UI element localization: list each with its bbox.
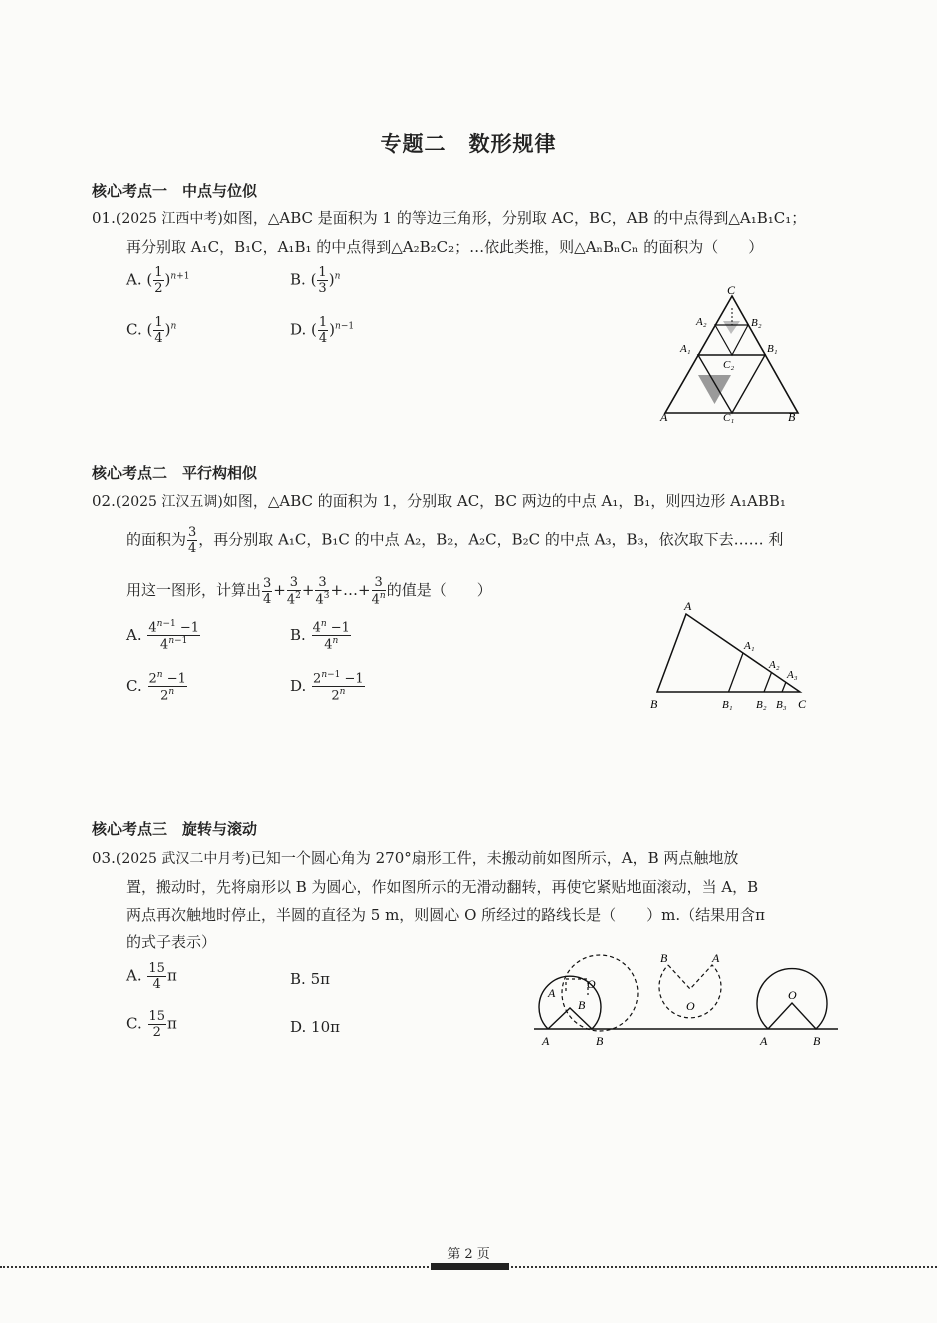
question-text: 已知一个圆心角为 270°扇形工件，未搬动前如图所示，A，B 两点触地放 — [250, 849, 739, 867]
question-text: 如图，△ABC 是面积为 1 的等边三角形，分别取 AC，BC，AB 的中点得到△A₁B₁C₁； — [222, 209, 807, 227]
question-01-line-2: 再分别取 A₁C，B₁C，A₁B₁ 的中点得到△A₂B₂C₂；…依此类推，则△AₙBₙCₙ 的面积为（ ） — [126, 238, 764, 256]
question-03-line-2: 置，搬动时，先将扇形以 B 为圆心，作如图所示的无滑动翻转，再使它紧贴地面滚动，当 A，B — [126, 878, 759, 896]
figure-rolling-sector — [520, 945, 850, 1055]
fraction: $\frac{15}{2}$ — [148, 1009, 166, 1040]
option-value: 10π — [311, 1018, 340, 1036]
dashed-radii — [566, 979, 588, 995]
label-B1: B₁ — [767, 343, 778, 355]
segment-A2B2 — [764, 673, 772, 693]
question-number: 03. — [92, 849, 116, 867]
option-letter: D. — [290, 320, 307, 339]
option-letter: B. — [290, 270, 306, 289]
option-letter: A. — [126, 625, 142, 644]
label-B-2: B — [596, 1034, 604, 1048]
dashed-arc-rotation — [562, 955, 638, 1031]
fraction: $\frac{2^n -1}{2^n}$ — [148, 670, 186, 704]
fraction: $\frac{3}{4}$ — [188, 525, 197, 556]
text: ，再分别取 A₁C，B₁C 的中点 A₂，B₂，A₂C，B₂C 的中点 A₃，B₃，依次取下去…… 利 — [198, 530, 784, 549]
option-c[interactable]: C. ( $\frac{1}{4}$ )$^n$ — [126, 315, 177, 346]
label-A-4: A — [760, 1034, 768, 1048]
shaded-triangle-small — [723, 321, 740, 334]
option-letter: C. — [126, 1014, 142, 1033]
fraction: $\frac{4^n -1}{4^n}$ — [312, 619, 350, 653]
option-letter: B. — [290, 625, 306, 644]
label-A-3: A — [712, 951, 720, 965]
label-O-1: O — [587, 977, 596, 991]
question-source: (2025 武汉二中月考) — [115, 851, 251, 867]
option-a[interactable]: A. ( $\frac{1}{2}$ )$^{n+1}$ — [126, 265, 190, 296]
section-heading-3: 核心考点三 旋转与滚动 — [92, 820, 258, 838]
option-d[interactable]: D. ( $\frac{1}{4}$ )$^{n-1}$ — [290, 315, 355, 346]
label-A1: A₁ — [680, 343, 691, 355]
label-B: B — [788, 410, 796, 424]
text: 用这一图形，计算出 — [126, 581, 262, 600]
question-01-line-1 — [92, 208, 806, 229]
question-03-line-3: 两点再次触地时停止，半圆的直径为 5 m，则圆心 O 所经过的路线长是（ ）m.（结果用含π — [126, 906, 765, 924]
label-C1: C₁ — [723, 412, 735, 424]
fraction: $\frac{1}{2}$ — [154, 265, 163, 296]
label-B2: B₂ — [751, 317, 762, 329]
fraction: $\frac{15}{4}$ — [148, 961, 165, 992]
option-a[interactable]: A. $\frac{15}{4}$ π — [126, 961, 177, 992]
question-text: 如图，△ABC 的面积为 1，分别取 AC，BC 两边的中点 A₁，B₁，则四边形 A₁ABB₁ — [222, 492, 786, 510]
segment-A3B3 — [782, 682, 786, 692]
option-letter: D. — [290, 676, 307, 695]
label-C2: C₂ — [723, 359, 735, 371]
label-B1: B₁ — [722, 699, 733, 711]
label-B-4: B — [813, 1034, 821, 1048]
label-A3: A₃ — [787, 669, 798, 681]
option-value: 5π — [310, 970, 330, 988]
question-source: (2025 江汉五调) — [115, 494, 223, 510]
question-number: 01. — [92, 209, 116, 227]
option-b[interactable] — [290, 970, 330, 988]
figure-nested-triangles — [650, 280, 820, 430]
question-03-line-1 — [92, 848, 738, 869]
label-O-4: O — [788, 988, 797, 1002]
text: 的值是（ ） — [386, 581, 492, 600]
fraction: $\frac{1}{4}$ — [318, 315, 328, 346]
fraction: $\frac{1}{3}$ — [318, 265, 327, 296]
page-title: 专题二 数形规律 — [380, 132, 557, 156]
question-02-line-3: 用这一图形，计算出 $\frac{3}{4}$ + $\frac{3}{4^2}$ + $\frac{3}{4^3}$ +…+ $\frac{3}{4^n}$ 的值是（ ） — [126, 575, 492, 608]
option-letter: A. — [126, 270, 142, 289]
label-C: C — [727, 283, 736, 297]
question-number: 02. — [92, 492, 116, 510]
section-heading-2: 核心考点二 平行构相似 — [92, 464, 258, 482]
question-03-line-4: 的式子表示） — [126, 933, 217, 951]
label-B: B — [650, 697, 658, 711]
question-source: (2025 江西中考) — [115, 211, 223, 227]
option-letter: C. — [126, 676, 142, 695]
option-a[interactable] — [126, 620, 201, 652]
label-A: A — [660, 410, 668, 424]
text: 的面积为 — [126, 530, 187, 549]
fraction: $\frac{2^{n-1} -1}{2^n}$ — [313, 670, 364, 704]
page-number: 第 2 页 — [447, 1247, 490, 1262]
label-B2: B₂ — [756, 699, 767, 711]
triangle-ABC — [657, 614, 800, 692]
segment-A1B1 — [729, 653, 744, 692]
option-c[interactable]: C. $\frac{15}{2}$ π — [126, 1009, 177, 1040]
option-letter: A. — [126, 966, 142, 985]
section-heading-1: 核心考点一 中点与位似 — [92, 182, 258, 200]
label-A1: A₁ — [744, 640, 755, 652]
option-letter: B. — [290, 970, 306, 988]
option-letter: C. — [126, 320, 142, 339]
label-B-1: B — [578, 998, 586, 1012]
label-B3: B₃ — [776, 699, 787, 711]
fraction: $\frac{1}{4}$ — [154, 315, 163, 346]
label-A2: A₂ — [696, 316, 707, 328]
figure-triangle-segments — [640, 596, 820, 716]
option-b[interactable] — [290, 620, 352, 652]
option-c[interactable] — [126, 671, 188, 703]
question-02-line-1 — [92, 491, 786, 512]
question-02-line-2 — [126, 526, 783, 555]
label-A-2: A — [542, 1034, 550, 1048]
label-A2: A₂ — [769, 659, 780, 671]
option-d[interactable] — [290, 1018, 340, 1036]
option-letter: D. — [290, 1018, 307, 1036]
option-d[interactable] — [290, 671, 366, 703]
fraction: $\frac{4^{n-1} -1}{4^{n-1}}$ — [148, 619, 200, 653]
label-O-3: O — [686, 999, 695, 1013]
label-B-3: B — [660, 951, 668, 965]
option-b[interactable]: B. ( $\frac{1}{3}$ )$^n$ — [290, 265, 341, 296]
shaded-triangle — [698, 375, 731, 404]
label-C: C — [798, 697, 807, 711]
footer-bar — [431, 1263, 509, 1270]
label-A-1: A — [548, 986, 556, 1000]
label-A: A — [684, 599, 692, 613]
